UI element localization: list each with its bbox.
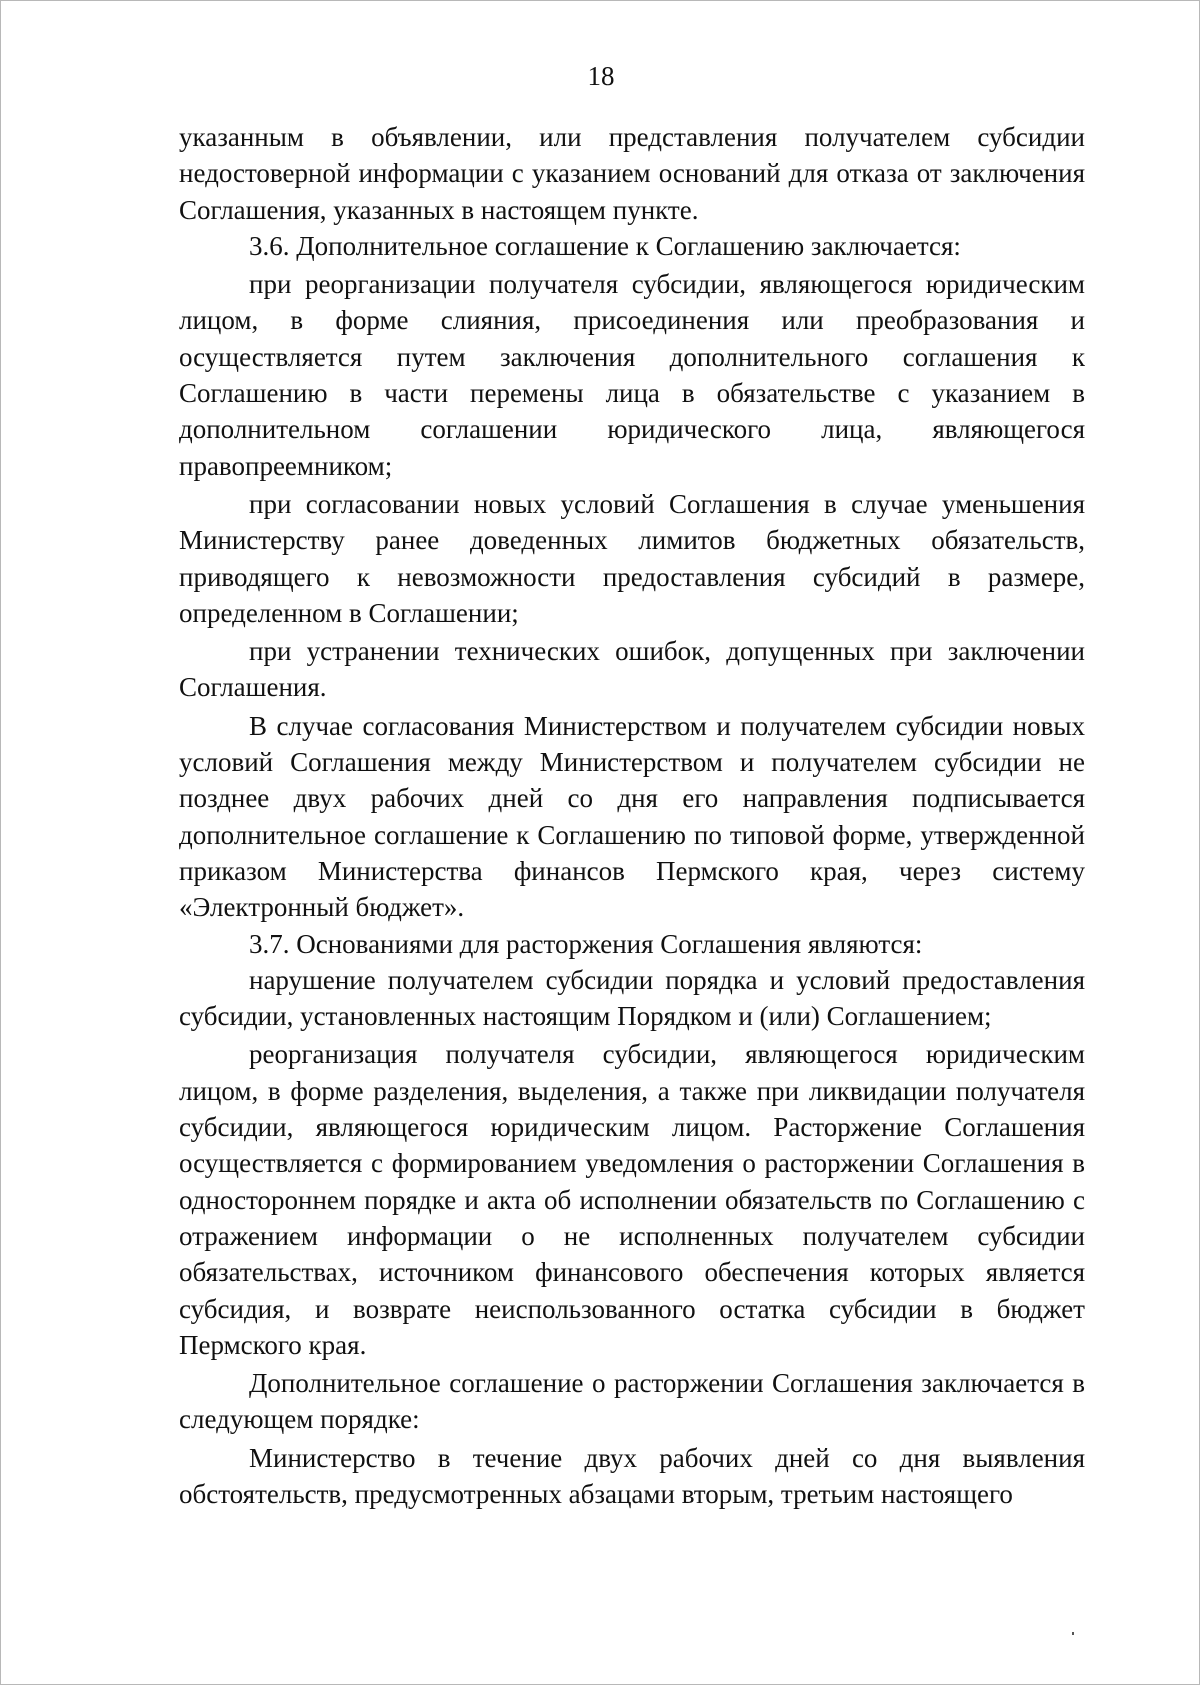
paragraph-continuation: указанным в объявлении, или представления получателем субсидии недостоверной информации с указанием оснований для отказа от заключения Соглашения, указанных в настоящем пункте. (179, 122, 1085, 225)
page-number: 18 (587, 61, 615, 91)
paragraph-ministry-procedure: Министерство в течение двух рабочих дней со дня выявления обстоятельств, предусмотренных абзацами вторым, третьим настоящего (179, 1442, 1085, 1509)
paragraph-technical-errors: при устранении технических ошибок, допущенных при заключении Соглашения. (179, 636, 1085, 703)
paragraph-new-conditions: при согласовании новых условий Соглашения в случае уменьшения Министерству ранее доведенных лимитов бюджетных обязательств, приводящего к невозможности предоставления субсидий в размере, определенном в Соглашении; (179, 488, 1085, 628)
paragraph-reorganization-termination: реорганизация получателя субсидии, являющегося юридическим лицом, в форме разделения, выделения, а также при ликвидации получателя субсидии, являющегося юридическим лицом. Расторжение Соглашения осуществляется с формированием уведомления о расторжении Соглашения в одностороннем порядке и акта об исполнении обязательств по Соглашению с отражением информации о не исполненных получателем субсидии обязательствах, источником финансового обеспечения которых является субсидия, и возврате неиспользованного остатка субсидии в бюджет Пермского края. (179, 1039, 1085, 1360)
paragraph-violation: нарушение получателем субсидии порядка и условий предоставления субсидии, установленных настоящим Порядком и (или) Соглашением; (179, 964, 1085, 1032)
paragraph-clause-3-6: 3.6. Дополнительное соглашение к Соглашению заключается: (249, 230, 961, 261)
scan-speck (1072, 1632, 1074, 1635)
paragraph-termination-order: Дополнительное соглашение о расторжении Соглашения заключается в следующем порядке: (179, 1368, 1085, 1435)
document-body (179, 119, 1085, 1512)
paragraph-reorganization: при реорганизации получателя субсидии, являющегося юридическим лицом, в форме слияния, присоединения или преобразования и осуществляется путем заключения дополнительного соглашения к Соглашению в части перемены лица в обязательстве с указанием в дополнительном соглашении юридического лица, являющегося правопреемником; (179, 269, 1085, 481)
paragraph-clause-3-7: 3.7. Основаниями для расторжения Соглашения являются: (249, 928, 923, 959)
paragraph-agreement-procedure: В случае согласования Министерством и получателем субсидии новых условий Соглашения между Министерством и получателем субсидии не позднее двух рабочих дней со дня его направления подписывается дополнительное соглашение к Соглашению по типовой форме, утвержденной приказом Министерства финансов Пермского края, через систему «Электронный бюджет». (179, 710, 1085, 923)
